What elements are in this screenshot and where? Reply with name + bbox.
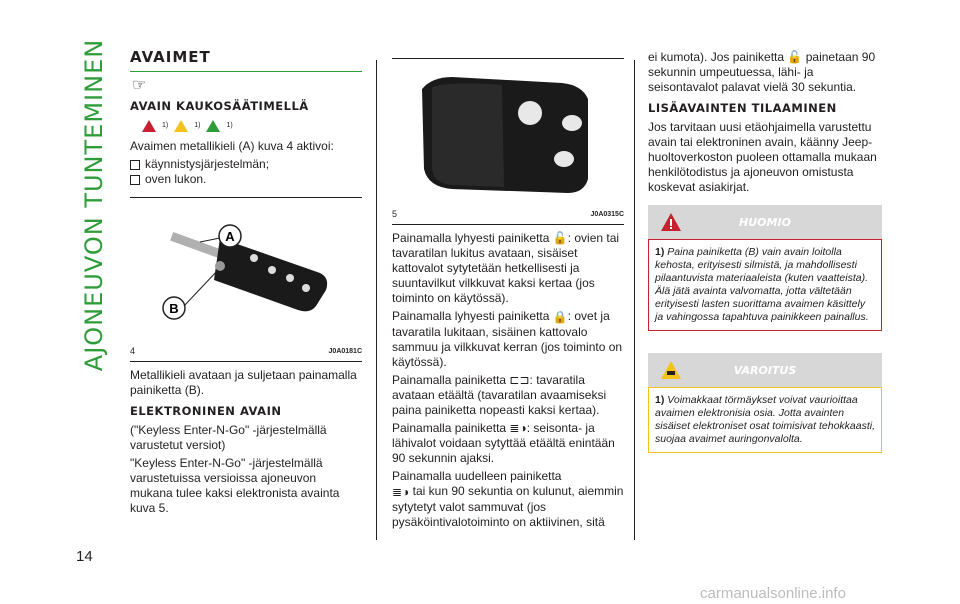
- warning-ref: 1): [226, 122, 233, 129]
- column-divider: [634, 60, 635, 540]
- huomio-body: [648, 239, 882, 331]
- headlight-icon: ≣◑: [392, 484, 410, 499]
- column-1: [130, 50, 362, 519]
- checkbox-bullet-icon: [130, 175, 140, 185]
- list-item: [130, 172, 362, 187]
- text: painetaan 90 sekunnin umpeutuessa, lähi- ja seisontavalot palavat vielä 30 sekuntia.: [648, 50, 876, 95]
- text: tai kun 90 sekuntia on kulunut, aiemmin sytytetyt valot sammuvat (jos pysäköintivalotoiminto on aktiivinen, sitä: [392, 484, 624, 529]
- paragraph-lights-off: [392, 469, 624, 529]
- figure-caption: [392, 205, 624, 225]
- paragraph-lock: [392, 309, 624, 369]
- side-title: AJONEUVON TUNTEMINEN: [80, 38, 108, 372]
- subheading-extra-keys: LISÄAVAINTEN TILAAMINEN: [648, 101, 837, 116]
- subheading-remote-key: AVAIN KAUKOSÄÄTIMELLÄ: [130, 99, 309, 113]
- page-number: 14: [76, 548, 93, 565]
- paragraph-trunk: [392, 373, 624, 418]
- list-item: [130, 157, 362, 172]
- note-text: Paina painiketta (B) vain avain loitolla kehosta, erityisesti silmistä, ja mahdollisesti pilaantuvista materiaaleista (kuten vaatteista). Älä jätä avainta valvomatta, jotta vältetään erityisesti lasten suorittama avaimen käsittely ja vahingossa tapahtuva painikkeen painallus.: [655, 246, 869, 324]
- trunk-icon: ⊏⊐: [509, 372, 530, 387]
- lock-icon: 🔒: [552, 309, 568, 324]
- note-text: Voimakkaat törmäykset voivat vaurioittaa avaimen elektronisia osia. Jotta avainten sisäiset elektroniset osat toimisivat tehokkaasti, suojaa avaimet auringonvalolta.: [655, 394, 876, 446]
- paragraph-lights: [392, 421, 624, 466]
- varoitus-body: [648, 387, 882, 453]
- fig-label-a: A: [225, 229, 235, 244]
- huomio-title: HUOMIO: [739, 215, 791, 229]
- figure-code: J0A0315C: [590, 211, 624, 218]
- flip-key-image: [130, 198, 362, 338]
- list-item-text: käynnistysjärjestelmän;: [145, 157, 270, 171]
- paragraph-unlock: [392, 231, 624, 306]
- column-divider: [376, 60, 377, 540]
- text: : ovet ja tavaratila lukitaan, sisäinen kattovalo sammuu ja vilkkuvat kerran (jos toiminto on käytössä).: [392, 309, 623, 369]
- text: Painamalla painiketta: [392, 420, 507, 435]
- varoitus-title: VAROITUS: [733, 363, 797, 377]
- intro-text: Avaimen metallikieli (A) kuva 4 aktivoi:: [130, 139, 334, 153]
- headlight-icon: ≣◑: [509, 421, 527, 436]
- text: Painamalla lyhyesti painiketta: [392, 309, 550, 324]
- figure-code: J0A0181C: [328, 348, 362, 355]
- danger-triangle-icon: [660, 212, 682, 232]
- fig-label-b: B: [169, 301, 179, 316]
- paragraph: [648, 50, 882, 95]
- warning-ref: 1): [194, 122, 201, 129]
- figure-number: 5: [392, 209, 398, 219]
- text: Painamalla painiketta: [392, 372, 507, 387]
- column-3: [648, 50, 882, 453]
- figure-5: [392, 58, 624, 225]
- checkbox-bullet-icon: [130, 160, 140, 170]
- figure-4: [130, 197, 362, 362]
- caution-car-icon: [660, 360, 682, 380]
- hand-pointer-icon: ☞: [132, 77, 147, 94]
- danger-triangle-icon: [142, 120, 156, 132]
- column-2: [392, 58, 624, 533]
- unlock-icon: 🔓: [552, 231, 568, 246]
- huomio-header: [648, 205, 882, 239]
- note-number: 1): [655, 246, 665, 259]
- list-item-text: oven lukon.: [145, 172, 207, 186]
- caution-triangle-icon: [174, 120, 188, 132]
- subheading-electronic-key: ELEKTRONINEN AVAIN: [130, 404, 282, 418]
- warning-ref: 1): [162, 122, 169, 129]
- smart-key-image: [392, 59, 624, 201]
- text: Painamalla lyhyesti painiketta: [392, 231, 550, 245]
- section-heading: AVAIMET: [130, 50, 362, 72]
- paragraph: Jos tarvitaan uusi etäohjaimella varustettu avain tai elektroninen avain, käänny Jeep-huoltoverkoston puoleen ottamalla mukaan henkilötodistus ja ajoneuvon omistusta koskevat asiakirjat.: [648, 120, 877, 195]
- text: Painamalla uudelleen painiketta: [392, 469, 562, 484]
- text: ei kumota). Jos painiketta: [648, 50, 785, 64]
- varoitus-header: [648, 353, 882, 387]
- unlock-icon: 🔓: [787, 50, 803, 65]
- watermark: carmanualsonline.info: [700, 585, 846, 602]
- text: : tavaratila avataan etäältä (tavaratilan avaamiseksi paina painiketta nopeasti kaksi kertaa).: [392, 372, 607, 417]
- warning-icons: [142, 118, 362, 133]
- figure-caption: [130, 342, 362, 362]
- figure-number: 4: [130, 346, 136, 356]
- text: : seisonta- ja lähivalot voidaan sytyttää etäältä enintään 90 sekunnin ajaksi.: [392, 420, 615, 466]
- paragraph: ("Keyless Enter-N-Go" -järjestelmällä varustetut versiot): [130, 423, 327, 452]
- paragraph: "Keyless Enter-N-Go" -järjestelmällä varustetuissa versioissa ajoneuvon mukana tulee kaksi elektronista avainta kuva 5.: [130, 456, 340, 515]
- environment-triangle-icon: [206, 120, 220, 132]
- paragraph: Metallikieli avataan ja suljetaan painamalla painiketta (B).: [130, 368, 357, 397]
- note-number: 1): [655, 394, 665, 407]
- text: : ovien tai tavaratilan lukitus avataan, sisäiset kattovalot sytytetään hetkellisesti ja suuntavilkut vilkkuvat kaksi kertaa (jos toiminto on käytössä).: [392, 231, 620, 306]
